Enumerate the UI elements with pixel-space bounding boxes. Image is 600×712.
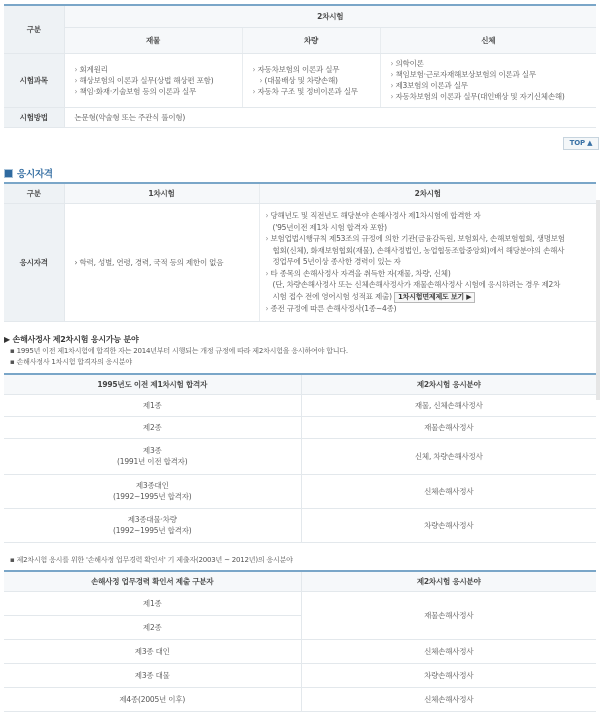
table-row: 제3종대물·차량 (1992~1995년 합격자) 차량손해사정사	[4, 508, 596, 542]
second-exam-header: 2차시험	[259, 183, 596, 203]
qualification-table	[4, 182, 596, 322]
vehicle-subjects: › 자동차보험의 이론과 실무 › (대물배상 및 차량손해) › 자동차 구조 및 정비이론과 실무	[242, 53, 380, 107]
exemption-button[interactable]: 1차시험면제제도 보기 ▶	[394, 292, 475, 303]
note-1: ▪ 1995년 이전 제1차시험에 합격한 자는 2014년부터 시행되는 개정 규정에 따라 제2차시험을 응시하여야 합니다.	[10, 347, 348, 355]
header-label: 구분	[4, 5, 64, 53]
second-exam-qualification: › 당해년도 및 직전년도 해당분야 손해사정사 제1차시험에 합격한 자 ('95년이전 제1차 시험 합격자 포함) › 보험업법시행규칙 제53조의 규정에 의한 기관(금융감독원, 보험회사, 손해보험협회, 생명보험 협회(신체), 화재보험협회(재물), 손해사정법인, 농업협동조합중앙회)에서 해당분야의 손해사 정업무에 5년이상 종사한 경력이 있는 자 › 타 종목의 손해사정사 자격을 취득한 자(재물, 차량, 신체) (단, 차량손해사정사 또는 신체손해사정사가 재물손해사정사 시험에 응시하려는 경우 제2차 시험 접수 전에 영어시험 성적표 제출) 1차시험면제제도 보기 ▶ › 종전 규정에 따른 손해사정사(1종~4종)	[259, 203, 596, 321]
qual-header-label: 구분	[4, 183, 64, 203]
qual-row-label: 응시자격	[4, 203, 64, 321]
section-title: 응시자격	[4, 166, 53, 180]
col-property: 재물	[64, 27, 242, 53]
career-col2: 제2차시험 응시분야	[301, 571, 596, 591]
section-square-icon	[4, 169, 13, 178]
method-label: 시험방법	[4, 107, 64, 127]
possible-fields-title: ▶ 손해사정사 제2차시험 응시가능 분야	[4, 335, 139, 344]
career-col1: 손해사정 업무경력 확인서 제출 구분자	[4, 571, 301, 591]
first-exam-qualification: › 학력, 성별, 연령, 경력, 국적 등의 제한이 없음	[64, 203, 259, 321]
body-subjects: › 의학이론 › 책임보험·근로자재해보상보험의 이론과 실무 › 제3보험의 이론과 실무 › 자동차보험의 이론과 실무(대인배상 및 자기신체손해)	[380, 53, 596, 107]
career-fields-table	[4, 570, 596, 712]
col-vehicle: 차량	[242, 27, 380, 53]
note-3: ▪ 제2차시험 응시를 위한 '손해사정 업무경력 확인서' 기 제출자(2003년 ~ 2012년)의 응시분야	[10, 556, 293, 564]
table-row: 제3종대인 (1992~1995년 합격자) 신체손해사정사	[4, 474, 596, 508]
table-row: 제2종	[4, 615, 596, 639]
pass-fields-table	[4, 373, 596, 543]
table-row: 제3종 대인 신체손해사정사	[4, 639, 596, 663]
table-row: 제3종 (1991년 이전 합격자) 신체, 차량손해사정사	[4, 438, 596, 474]
pass-col2: 제2차시험 응시분야	[301, 374, 596, 394]
first-exam-header: 1차시험	[64, 183, 259, 203]
pass-col1: 1995년도 이전 제1차시험 합격자	[4, 374, 301, 394]
second-exam-header: 2차시험	[64, 5, 596, 27]
col-body: 신체	[380, 27, 596, 53]
top-button[interactable]: TOP ▲	[563, 137, 599, 150]
method-value: 논문형(약술형 또는 주관식 풀이형)	[64, 107, 596, 127]
property-subjects: › 회계원리 › 해상보험의 이론과 실무(상법 해상편 포함) › 책임·화재·기술보험 등의 이론과 실무	[64, 53, 242, 107]
note-2: ▪ 손해사정사 1차시험 합격자의 응시분야	[10, 358, 132, 366]
table-row: 제4종(2005년 이후) 신체손해사정사	[4, 687, 596, 711]
table-row: 제3종 대물 차량손해사정사	[4, 663, 596, 687]
scrollbar[interactable]	[596, 200, 600, 400]
table-row: 제2종 재물손해사정사	[4, 416, 596, 438]
table-row: 제1종 재물, 신체손해사정사	[4, 394, 596, 416]
table-row: 제1종 재물손해사정사	[4, 591, 596, 615]
subjects-label: 시험과목	[4, 53, 64, 107]
exam-subjects-table	[4, 4, 596, 128]
